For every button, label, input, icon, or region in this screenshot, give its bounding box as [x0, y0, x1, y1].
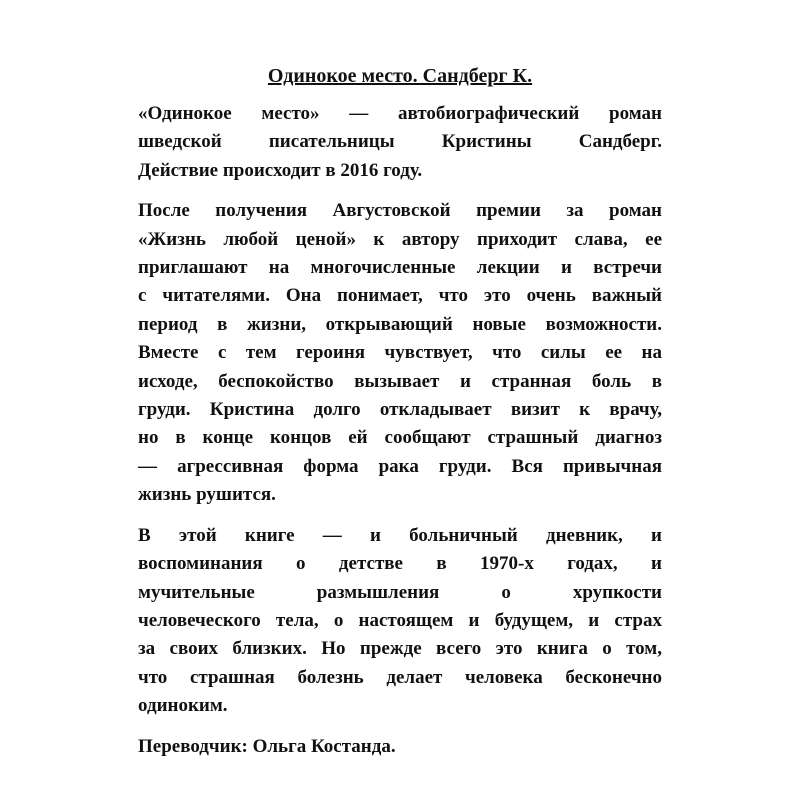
- text-line: человеческого тела, о настоящем и будущем, и страх: [138, 609, 662, 631]
- paragraph: [138, 100, 662, 185]
- text-line: Действие происходит в 2016 году.: [138, 159, 423, 181]
- text-line: После получения Августовской премии за роман: [138, 200, 662, 222]
- translator-credit: [138, 733, 662, 761]
- document-title: Одинокое место. Сандберг К.: [267, 65, 533, 87]
- text-line: за своих близких. Но прежде всего это книга о том,: [138, 638, 662, 660]
- paragraph: [138, 522, 662, 721]
- text-line: мучительные размышления о хрупкости: [138, 581, 662, 603]
- text-line: — агрессивная форма рака груди. Вся привычная: [138, 455, 662, 477]
- text-line: Вместе с тем героиня чувствует, что силы ее на: [138, 342, 662, 364]
- document-page: [138, 62, 662, 773]
- text-line: «Жизнь любой ценой» к автору приходит слава, ее: [138, 228, 662, 250]
- text-line: приглашают на многочисленные лекции и встречи: [138, 257, 662, 279]
- text-line: Переводчик: Ольга Костанда.: [138, 735, 396, 757]
- text-line: воспоминания о детстве в 1970-х годах, и: [138, 553, 662, 575]
- text-line: шведской писательницы Кристины Сандберг.: [138, 131, 662, 153]
- paragraph: [138, 197, 662, 509]
- text-line: период в жизни, открывающий новые возможности.: [138, 313, 662, 335]
- text-line: исходе, беспокойство вызывает и странная боль в: [138, 370, 662, 392]
- text-line: В этой книге — и больничный дневник, и: [138, 524, 662, 546]
- text-line: «Одинокое место» — автобиографический роман: [138, 103, 662, 124]
- text-line: что страшная болезнь делает человека бесконечно: [138, 666, 662, 688]
- text-line: но в конце концов ей сообщают страшный диагноз: [138, 427, 662, 449]
- text-line: с читателями. Она понимает, что это очень важный: [138, 285, 662, 307]
- text-line: жизнь рушится.: [138, 484, 276, 506]
- text-line: одиноким.: [138, 695, 228, 717]
- document-body: [138, 100, 662, 761]
- text-line: груди. Кристина долго откладывает визит к врачу,: [138, 399, 662, 421]
